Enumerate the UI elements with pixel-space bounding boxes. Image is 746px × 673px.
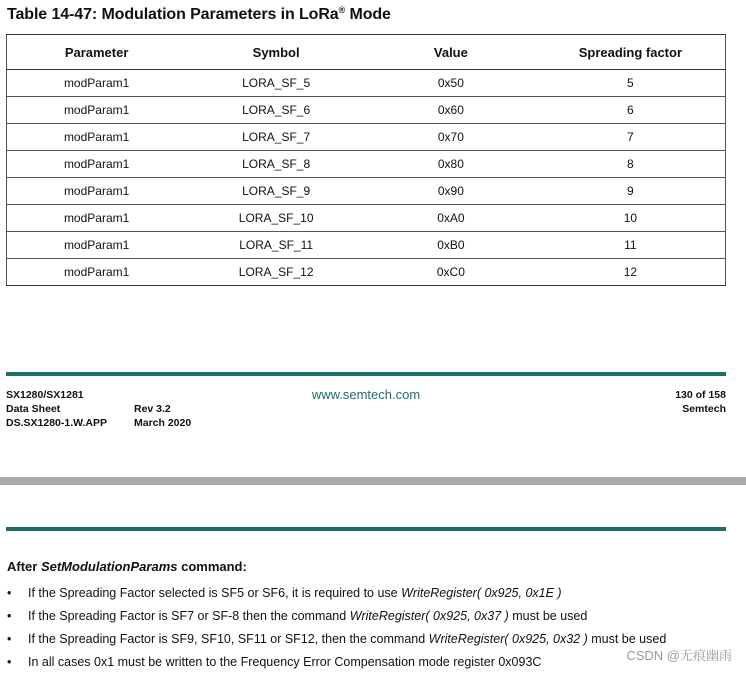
- section-heading-prefix: After: [7, 559, 41, 574]
- cell-value: 0x90: [366, 178, 536, 205]
- header-parameter: Parameter: [7, 35, 187, 70]
- watermark: CSDN @无痕幽雨: [626, 648, 732, 663]
- cell-value: 0xB0: [366, 232, 536, 259]
- table-header-row: [7, 35, 726, 70]
- registered-mark: ®: [338, 5, 346, 15]
- table-row: [7, 205, 726, 232]
- footer-doc-id: DS.SX1280-1.W.APP: [6, 417, 107, 429]
- table-row: [7, 232, 726, 259]
- footer-revision: Rev 3.2: [134, 403, 171, 415]
- note-text-suffix: must be used: [508, 609, 588, 623]
- footer-right: [675, 388, 726, 416]
- section-heading-suffix: command:: [177, 559, 247, 574]
- note-text: If the Spreading Factor is SF9, SF10, SF11 or SF12, then the command: [28, 632, 429, 646]
- list-item: [7, 584, 742, 607]
- bullet-icon: •: [7, 586, 12, 600]
- page-break-band: [0, 477, 746, 485]
- footer-company: Semtech: [682, 403, 726, 415]
- bullet-icon: •: [7, 609, 12, 623]
- cell-spreading-factor: 11: [536, 232, 726, 259]
- cell-parameter: modParam1: [7, 232, 187, 259]
- cell-symbol: LORA_SF_11: [186, 232, 366, 259]
- table-title: [7, 5, 391, 24]
- cell-value: 0x70: [366, 124, 536, 151]
- cell-value: 0x80: [366, 151, 536, 178]
- header-divider: [6, 527, 726, 531]
- table-title-text: Table 14-47: Modulation Parameters in LoRa: [7, 6, 339, 23]
- table-row: [7, 97, 726, 124]
- cell-symbol: LORA_SF_12: [186, 259, 366, 286]
- footer-page-number: 130 of 158: [675, 389, 726, 401]
- note-command: WriteRegister( 0x925, 0x37 ): [349, 609, 509, 623]
- cell-symbol: LORA_SF_9: [186, 178, 366, 205]
- cell-spreading-factor: 5: [536, 70, 726, 97]
- cell-spreading-factor: 9: [536, 178, 726, 205]
- bullet-icon: •: [7, 632, 12, 646]
- note-text: If the Spreading Factor selected is SF5 or SF6, it is required to use: [28, 586, 402, 600]
- cell-parameter: modParam1: [7, 205, 187, 232]
- cell-spreading-factor: 12: [536, 259, 726, 286]
- cell-symbol: LORA_SF_7: [186, 124, 366, 151]
- table-row: [7, 259, 726, 286]
- cell-parameter: modParam1: [7, 259, 187, 286]
- header-spreading-factor: Spreading factor: [536, 35, 726, 70]
- footer-date: March 2020: [134, 417, 192, 429]
- cell-parameter: modParam1: [7, 70, 187, 97]
- table-row: [7, 70, 726, 97]
- modulation-parameters-table: [6, 34, 726, 286]
- cell-symbol: LORA_SF_10: [186, 205, 366, 232]
- cell-parameter: modParam1: [7, 97, 187, 124]
- cell-spreading-factor: 10: [536, 205, 726, 232]
- note-text-suffix: must be used: [587, 632, 667, 646]
- cell-spreading-factor: 7: [536, 124, 726, 151]
- footer-divider: [6, 372, 726, 376]
- section-heading-command: SetModulationParams: [40, 559, 178, 574]
- cell-value: 0x60: [366, 97, 536, 124]
- header-symbol: Symbol: [186, 35, 366, 70]
- cell-parameter: modParam1: [7, 124, 187, 151]
- footer-doc-type: Data Sheet: [6, 403, 61, 415]
- note-command: WriteRegister( 0x925, 0x1E ): [401, 586, 562, 600]
- table-row: [7, 124, 726, 151]
- footer-middle: [134, 402, 191, 430]
- cell-spreading-factor: 8: [536, 151, 726, 178]
- footer-website[interactable]: www.semtech.com: [311, 387, 421, 402]
- note-text: In all cases 0x1 must be written to the Frequency Error Compensation mode register 0x093C: [28, 655, 542, 669]
- cell-value: 0x50: [366, 70, 536, 97]
- header-value: Value: [366, 35, 536, 70]
- cell-parameter: modParam1: [7, 178, 187, 205]
- note-text: If the Spreading Factor is SF7 or SF-8 then the command: [28, 609, 350, 623]
- table-title-suffix: Mode: [345, 6, 391, 23]
- section-heading: [7, 559, 247, 574]
- cell-value: 0xC0: [366, 259, 536, 286]
- cell-parameter: modParam1: [7, 151, 187, 178]
- cell-symbol: LORA_SF_8: [186, 151, 366, 178]
- table-row: [7, 151, 726, 178]
- cell-symbol: LORA_SF_6: [186, 97, 366, 124]
- table-row: [7, 178, 726, 205]
- note-command: WriteRegister( 0x925, 0x32 ): [428, 632, 588, 646]
- bullet-icon: •: [7, 655, 12, 669]
- cell-symbol: LORA_SF_5: [186, 70, 366, 97]
- cell-spreading-factor: 6: [536, 97, 726, 124]
- cell-value: 0xA0: [366, 205, 536, 232]
- footer-device: SX1280/SX1281: [6, 389, 84, 401]
- list-item: [7, 607, 742, 630]
